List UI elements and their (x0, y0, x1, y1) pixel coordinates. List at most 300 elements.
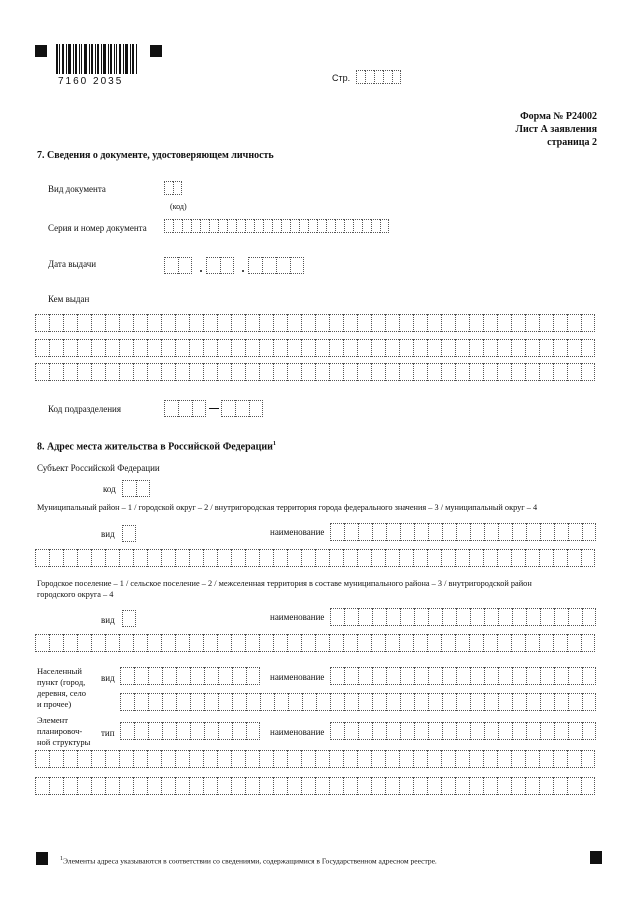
input-cell[interactable] (357, 314, 371, 332)
input-cell[interactable] (343, 314, 357, 332)
input-cell[interactable] (553, 363, 567, 381)
input-cell[interactable] (273, 363, 287, 381)
input-cell[interactable] (326, 219, 335, 233)
input-cell[interactable] (162, 667, 176, 685)
input-cell[interactable] (413, 777, 427, 795)
input-cell[interactable] (484, 608, 498, 626)
input-cell[interactable] (343, 339, 357, 357)
municipal-name-row-1[interactable] (330, 523, 596, 541)
input-cell[interactable] (498, 608, 512, 626)
input-cell[interactable] (259, 363, 273, 381)
input-cell[interactable] (568, 608, 582, 626)
input-cell[interactable] (386, 523, 400, 541)
input-cell[interactable] (455, 363, 469, 381)
input-cell[interactable] (428, 667, 442, 685)
input-cell[interactable] (470, 722, 484, 740)
input-cell[interactable] (232, 722, 246, 740)
input-cell[interactable] (281, 219, 290, 233)
input-cell[interactable] (553, 339, 567, 357)
input-cell[interactable] (383, 70, 392, 84)
input-cell[interactable] (413, 339, 427, 357)
input-cell[interactable] (335, 219, 344, 233)
input-cell[interactable] (484, 693, 498, 711)
input-cell[interactable] (427, 777, 441, 795)
input-cell[interactable] (231, 634, 245, 652)
input-cell[interactable] (357, 750, 371, 768)
input-cell[interactable] (582, 693, 596, 711)
input-cell[interactable] (204, 693, 218, 711)
input-cell[interactable] (245, 750, 259, 768)
input-cell[interactable] (287, 634, 301, 652)
input-cell[interactable] (259, 777, 273, 795)
input-cell[interactable] (164, 257, 178, 274)
input-cell[interactable] (173, 219, 182, 233)
input-cell[interactable] (35, 549, 49, 567)
input-cell[interactable] (399, 339, 413, 357)
issue-month-cells[interactable] (206, 257, 234, 274)
input-cell[interactable] (343, 777, 357, 795)
input-cell[interactable] (442, 722, 456, 740)
input-cell[interactable] (357, 363, 371, 381)
input-cell[interactable] (217, 363, 231, 381)
input-cell[interactable] (483, 549, 497, 567)
input-cell[interactable] (455, 634, 469, 652)
input-cell[interactable] (301, 363, 315, 381)
input-cell[interactable] (428, 523, 442, 541)
input-cell[interactable] (441, 777, 455, 795)
input-cell[interactable] (553, 777, 567, 795)
input-cell[interactable] (63, 777, 77, 795)
input-cell[interactable] (290, 219, 299, 233)
input-cell[interactable] (344, 667, 358, 685)
input-cell[interactable] (221, 400, 235, 417)
input-cell[interactable] (539, 777, 553, 795)
input-cell[interactable] (133, 339, 147, 357)
input-cell[interactable] (374, 70, 383, 84)
input-cell[interactable] (365, 70, 374, 84)
input-cell[interactable] (119, 750, 133, 768)
input-cell[interactable] (316, 693, 330, 711)
input-cell[interactable] (217, 634, 231, 652)
input-cell[interactable] (399, 634, 413, 652)
input-cell[interactable] (189, 363, 203, 381)
input-cell[interactable] (217, 750, 231, 768)
input-cell[interactable] (63, 314, 77, 332)
input-cell[interactable] (344, 219, 353, 233)
input-cell[interactable] (512, 667, 526, 685)
element-name-row-1[interactable] (330, 722, 596, 740)
input-cell[interactable] (173, 181, 182, 195)
input-cell[interactable] (77, 549, 91, 567)
input-cell[interactable] (343, 750, 357, 768)
input-cell[interactable] (497, 339, 511, 357)
input-cell[interactable] (245, 219, 254, 233)
input-cell[interactable] (203, 314, 217, 332)
input-cell[interactable] (399, 363, 413, 381)
input-cell[interactable] (203, 777, 217, 795)
input-cell[interactable] (441, 549, 455, 567)
input-cell[interactable] (227, 219, 236, 233)
input-cell[interactable] (484, 722, 498, 740)
input-cell[interactable] (414, 693, 428, 711)
input-cell[interactable] (288, 693, 302, 711)
input-cell[interactable] (161, 363, 175, 381)
input-cell[interactable] (49, 750, 63, 768)
input-cell[interactable] (380, 219, 389, 233)
input-cell[interactable] (49, 549, 63, 567)
input-cell[interactable] (329, 314, 343, 332)
input-cell[interactable] (358, 523, 372, 541)
input-cell[interactable] (344, 523, 358, 541)
input-cell[interactable] (539, 339, 553, 357)
input-cell[interactable] (582, 523, 596, 541)
input-cell[interactable] (63, 750, 77, 768)
input-cell[interactable] (245, 634, 259, 652)
input-cell[interactable] (581, 777, 595, 795)
input-cell[interactable] (371, 314, 385, 332)
input-cell[interactable] (456, 667, 470, 685)
input-cell[interactable] (317, 219, 326, 233)
input-cell[interactable] (540, 608, 554, 626)
input-cell[interactable] (330, 722, 344, 740)
input-cell[interactable] (413, 363, 427, 381)
input-cell[interactable] (204, 722, 218, 740)
locality-name-row-1[interactable] (330, 667, 596, 685)
input-cell[interactable] (272, 219, 281, 233)
input-cell[interactable] (483, 634, 497, 652)
input-cell[interactable] (581, 339, 595, 357)
input-cell[interactable] (371, 219, 380, 233)
input-cell[interactable] (539, 314, 553, 332)
input-cell[interactable] (231, 750, 245, 768)
input-cell[interactable] (276, 257, 290, 274)
input-cell[interactable] (206, 257, 220, 274)
input-cell[interactable] (287, 363, 301, 381)
settlement-name-row-1[interactable] (330, 608, 596, 626)
input-cell[interactable] (203, 549, 217, 567)
input-cell[interactable] (246, 667, 260, 685)
input-cell[interactable] (245, 777, 259, 795)
input-cell[interactable] (483, 363, 497, 381)
input-cell[interactable] (372, 693, 386, 711)
input-cell[interactable] (344, 722, 358, 740)
input-cell[interactable] (526, 608, 540, 626)
input-cell[interactable] (231, 549, 245, 567)
input-cell[interactable] (511, 549, 525, 567)
input-cell[interactable] (119, 363, 133, 381)
input-cell[interactable] (399, 549, 413, 567)
input-cell[interactable] (287, 777, 301, 795)
input-cell[interactable] (161, 634, 175, 652)
input-cell[interactable] (385, 314, 399, 332)
input-cell[interactable] (301, 750, 315, 768)
input-cell[interactable] (358, 722, 372, 740)
input-cell[interactable] (259, 339, 273, 357)
input-cell[interactable] (385, 777, 399, 795)
input-cell[interactable] (455, 339, 469, 357)
input-cell[interactable] (400, 608, 414, 626)
input-cell[interactable] (203, 363, 217, 381)
input-cell[interactable] (567, 363, 581, 381)
input-cell[interactable] (512, 722, 526, 740)
input-cell[interactable] (456, 608, 470, 626)
input-cell[interactable] (497, 549, 511, 567)
input-cell[interactable] (246, 722, 260, 740)
input-cell[interactable] (400, 722, 414, 740)
input-cell[interactable] (372, 667, 386, 685)
input-cell[interactable] (539, 549, 553, 567)
input-cell[interactable] (133, 363, 147, 381)
input-cell[interactable] (301, 314, 315, 332)
input-cell[interactable] (442, 667, 456, 685)
input-cell[interactable] (554, 722, 568, 740)
input-cell[interactable] (428, 608, 442, 626)
input-cell[interactable] (220, 257, 234, 274)
input-cell[interactable] (315, 363, 329, 381)
input-cell[interactable] (427, 363, 441, 381)
input-cell[interactable] (567, 339, 581, 357)
input-cell[interactable] (484, 667, 498, 685)
input-cell[interactable] (315, 314, 329, 332)
input-cell[interactable] (567, 777, 581, 795)
input-cell[interactable] (483, 339, 497, 357)
input-cell[interactable] (399, 777, 413, 795)
input-cell[interactable] (413, 314, 427, 332)
issued-by-row-1[interactable] (35, 314, 595, 332)
input-cell[interactable] (301, 634, 315, 652)
input-cell[interactable] (400, 667, 414, 685)
input-cell[interactable] (511, 314, 525, 332)
input-cell[interactable] (343, 363, 357, 381)
input-cell[interactable] (35, 750, 49, 768)
settlement-name-row-2[interactable] (35, 634, 595, 652)
input-cell[interactable] (362, 219, 371, 233)
input-cell[interactable] (148, 693, 162, 711)
input-cell[interactable] (164, 400, 178, 417)
input-cell[interactable] (176, 693, 190, 711)
input-cell[interactable] (164, 219, 173, 233)
input-cell[interactable] (567, 634, 581, 652)
input-cell[interactable] (273, 750, 287, 768)
input-cell[interactable] (497, 750, 511, 768)
input-cell[interactable] (301, 777, 315, 795)
input-cell[interactable] (427, 634, 441, 652)
input-cell[interactable] (540, 722, 554, 740)
input-cell[interactable] (539, 363, 553, 381)
input-cell[interactable] (469, 549, 483, 567)
input-cell[interactable] (189, 634, 203, 652)
input-cell[interactable] (385, 363, 399, 381)
input-cell[interactable] (175, 314, 189, 332)
input-cell[interactable] (161, 777, 175, 795)
input-cell[interactable] (147, 634, 161, 652)
input-cell[interactable] (218, 667, 232, 685)
input-cell[interactable] (329, 363, 343, 381)
input-cell[interactable] (329, 750, 343, 768)
input-cell[interactable] (540, 693, 554, 711)
input-cell[interactable] (357, 777, 371, 795)
input-cell[interactable] (217, 549, 231, 567)
input-cell[interactable] (49, 339, 63, 357)
input-cell[interactable] (399, 314, 413, 332)
input-cell[interactable] (175, 634, 189, 652)
element-type-cells[interactable] (120, 722, 260, 740)
division-code-cells-2[interactable] (221, 400, 263, 417)
input-cell[interactable] (386, 667, 400, 685)
input-cell[interactable] (554, 667, 568, 685)
input-cell[interactable] (245, 549, 259, 567)
input-cell[interactable] (308, 219, 317, 233)
input-cell[interactable] (330, 693, 344, 711)
input-cell[interactable] (217, 777, 231, 795)
input-cell[interactable] (77, 777, 91, 795)
input-cell[interactable] (182, 219, 191, 233)
input-cell[interactable] (568, 523, 582, 541)
input-cell[interactable] (469, 363, 483, 381)
input-cell[interactable] (287, 314, 301, 332)
input-cell[interactable] (372, 523, 386, 541)
input-cell[interactable] (469, 314, 483, 332)
division-code-cells-1[interactable] (164, 400, 206, 417)
issue-day-cells[interactable] (164, 257, 192, 274)
input-cell[interactable] (568, 693, 582, 711)
input-cell[interactable] (539, 750, 553, 768)
subject-code-cells[interactable] (122, 480, 150, 497)
input-cell[interactable] (553, 634, 567, 652)
input-cell[interactable] (413, 750, 427, 768)
input-cell[interactable] (525, 777, 539, 795)
input-cell[interactable] (105, 363, 119, 381)
input-cell[interactable] (553, 750, 567, 768)
input-cell[interactable] (254, 219, 263, 233)
input-cell[interactable] (119, 777, 133, 795)
input-cell[interactable] (511, 339, 525, 357)
input-cell[interactable] (178, 257, 192, 274)
input-cell[interactable] (525, 339, 539, 357)
input-cell[interactable] (120, 667, 134, 685)
input-cell[interactable] (511, 363, 525, 381)
page-number-cells[interactable] (356, 70, 401, 84)
input-cell[interactable] (511, 634, 525, 652)
input-cell[interactable] (249, 400, 263, 417)
input-cell[interactable] (581, 750, 595, 768)
input-cell[interactable] (371, 339, 385, 357)
input-cell[interactable] (315, 634, 329, 652)
input-cell[interactable] (553, 314, 567, 332)
input-cell[interactable] (262, 257, 276, 274)
input-cell[interactable] (427, 339, 441, 357)
input-cell[interactable] (189, 549, 203, 567)
input-cell[interactable] (344, 608, 358, 626)
input-cell[interactable] (526, 667, 540, 685)
input-cell[interactable] (315, 750, 329, 768)
input-cell[interactable] (77, 750, 91, 768)
input-cell[interactable] (203, 634, 217, 652)
input-cell[interactable] (105, 634, 119, 652)
input-cell[interactable] (133, 314, 147, 332)
input-cell[interactable] (329, 634, 343, 652)
input-cell[interactable] (344, 693, 358, 711)
input-cell[interactable] (91, 549, 105, 567)
input-cell[interactable] (469, 339, 483, 357)
input-cell[interactable] (512, 523, 526, 541)
input-cell[interactable] (581, 363, 595, 381)
input-cell[interactable] (330, 608, 344, 626)
input-cell[interactable] (343, 549, 357, 567)
input-cell[interactable] (357, 634, 371, 652)
input-cell[interactable] (540, 667, 554, 685)
input-cell[interactable] (134, 693, 148, 711)
input-cell[interactable] (413, 549, 427, 567)
element-name-row-2[interactable] (35, 750, 595, 768)
input-cell[interactable] (91, 750, 105, 768)
input-cell[interactable] (175, 750, 189, 768)
input-cell[interactable] (161, 549, 175, 567)
input-cell[interactable] (358, 667, 372, 685)
input-cell[interactable] (217, 314, 231, 332)
input-cell[interactable] (35, 634, 49, 652)
input-cell[interactable] (259, 634, 273, 652)
input-cell[interactable] (287, 750, 301, 768)
input-cell[interactable] (358, 608, 372, 626)
input-cell[interactable] (77, 339, 91, 357)
input-cell[interactable] (120, 693, 134, 711)
input-cell[interactable] (175, 363, 189, 381)
input-cell[interactable] (385, 339, 399, 357)
input-cell[interactable] (162, 693, 176, 711)
input-cell[interactable] (175, 339, 189, 357)
input-cell[interactable] (122, 525, 136, 542)
input-cell[interactable] (232, 693, 246, 711)
input-cell[interactable] (236, 219, 245, 233)
input-cell[interactable] (189, 339, 203, 357)
input-cell[interactable] (290, 257, 304, 274)
input-cell[interactable] (497, 777, 511, 795)
input-cell[interactable] (301, 339, 315, 357)
element-name-row-3[interactable] (35, 777, 595, 795)
input-cell[interactable] (63, 339, 77, 357)
input-cell[interactable] (175, 549, 189, 567)
input-cell[interactable] (483, 777, 497, 795)
input-cell[interactable] (301, 549, 315, 567)
input-cell[interactable] (134, 722, 148, 740)
input-cell[interactable] (273, 549, 287, 567)
input-cell[interactable] (274, 693, 288, 711)
input-cell[interactable] (192, 400, 206, 417)
input-cell[interactable] (456, 693, 470, 711)
locality-name-row-2[interactable] (120, 693, 596, 711)
input-cell[interactable] (119, 549, 133, 567)
input-cell[interactable] (554, 693, 568, 711)
input-cell[interactable] (400, 693, 414, 711)
input-cell[interactable] (357, 549, 371, 567)
input-cell[interactable] (455, 777, 469, 795)
input-cell[interactable] (273, 314, 287, 332)
input-cell[interactable] (189, 314, 203, 332)
input-cell[interactable] (263, 219, 272, 233)
input-cell[interactable] (456, 722, 470, 740)
input-cell[interactable] (357, 339, 371, 357)
series-cells[interactable] (164, 219, 389, 233)
input-cell[interactable] (455, 314, 469, 332)
input-cell[interactable] (91, 339, 105, 357)
input-cell[interactable] (385, 549, 399, 567)
input-cell[interactable] (133, 777, 147, 795)
input-cell[interactable] (77, 314, 91, 332)
input-cell[interactable] (358, 693, 372, 711)
input-cell[interactable] (49, 363, 63, 381)
input-cell[interactable] (190, 722, 204, 740)
